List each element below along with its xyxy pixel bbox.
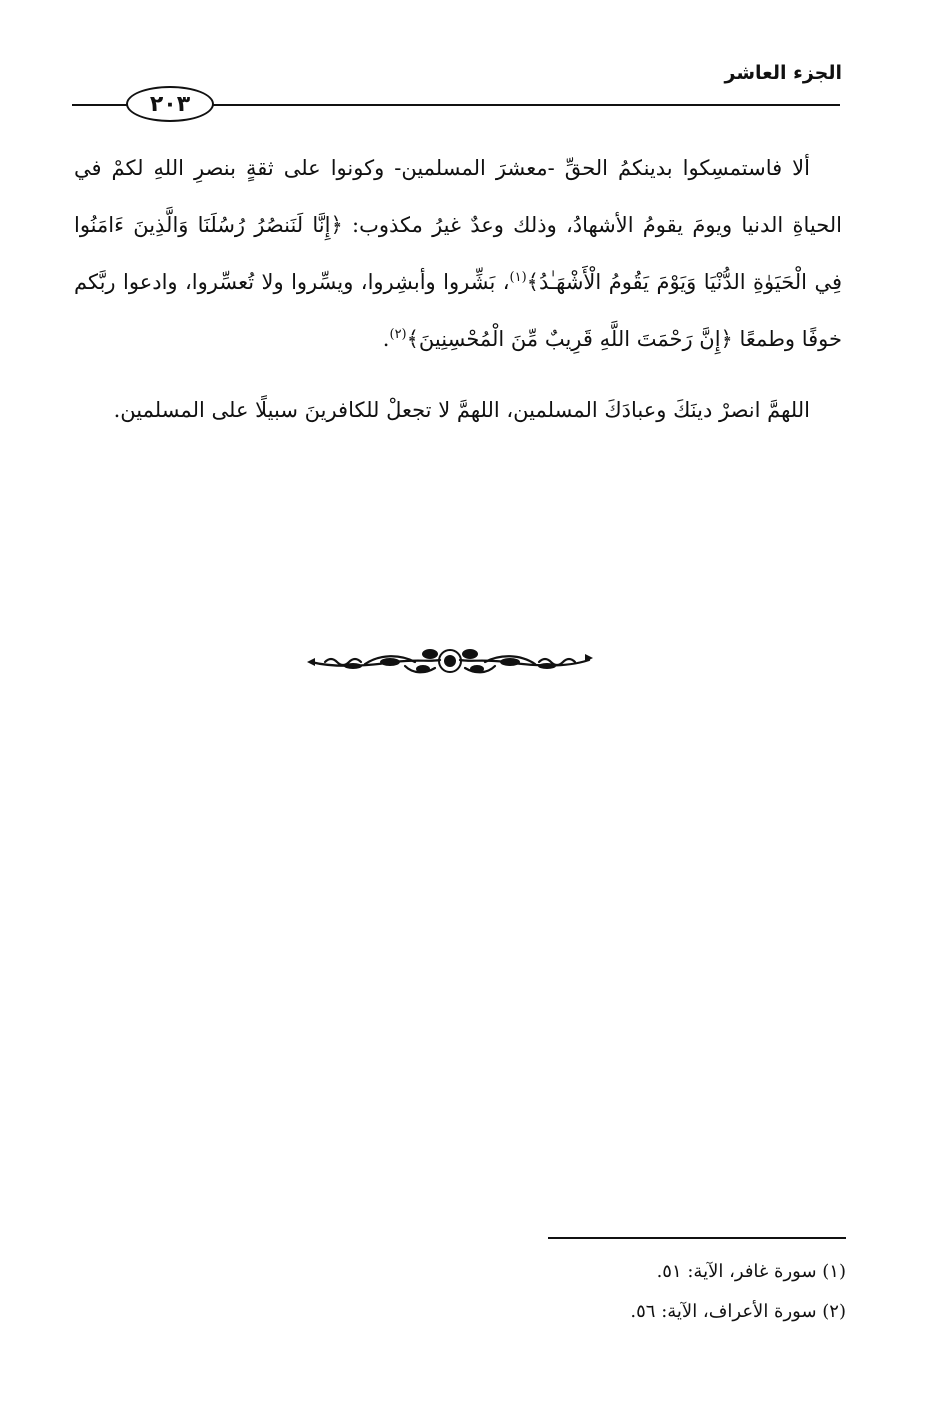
paragraph-1-end: . [382, 327, 390, 351]
floral-divider-ornament-icon [305, 640, 595, 682]
footnote-ref-2[interactable]: (٢) [389, 327, 407, 342]
quran-verse-1: ﴿إِنَّا لَنَنصُرُ رُسُلَنَا وَالَّذِينَ ءَامَنُوا فِي الْحَيَوٰةِ الدُّنْيَا وَيَوْمَ يَقُومُ الْأَشْهَـٰدُ﴾ [74, 213, 843, 294]
page-number: ٢٠٣ [126, 86, 214, 122]
main-text [74, 140, 842, 439]
footnote-separator [548, 1237, 846, 1239]
quran-verse-2: ﴿إِنَّ رَحْمَتَ اللَّهِ قَرِيبٌ مِّنَ الْمُحْسِنِينَ﴾ [406, 327, 733, 351]
running-title: الجزء العاشر [724, 62, 842, 84]
paragraph-1-text-a: ألا فاستمسِكوا بدينكمُ الحقِّ -معشرَ المسلمين- وكونوا على ثقةٍ بنصرِ اللهِ لكمْ في الحياةِ الدنيا ويومَ يقومُ الأشهادُ، وذلك وعدٌ غيرُ مكذوب: [74, 156, 842, 237]
paragraph-1 [74, 140, 842, 368]
footnote-1: (١) سورة غافر، الآية: ٥١. [656, 1261, 846, 1282]
paragraph-2: اللهمَّ انصرْ دينَكَ وعبادَكَ المسلمين، اللهمَّ لا تجعلْ للكافرينَ سبيلًا على المسلمين. [113, 398, 810, 422]
footnote-ref-1[interactable]: (١) [509, 270, 527, 285]
paragraph-1-text-b: ، بَشِّروا وأبشِروا، ويسِّروا ولا تُعسِّروا، وادعوا ربَّكم خوفًا وطمعًا [74, 270, 842, 351]
footnotes [446, 1252, 846, 1332]
footnote-2: (٢) سورة الأعراف، الآية: ٥٦. [630, 1301, 846, 1322]
